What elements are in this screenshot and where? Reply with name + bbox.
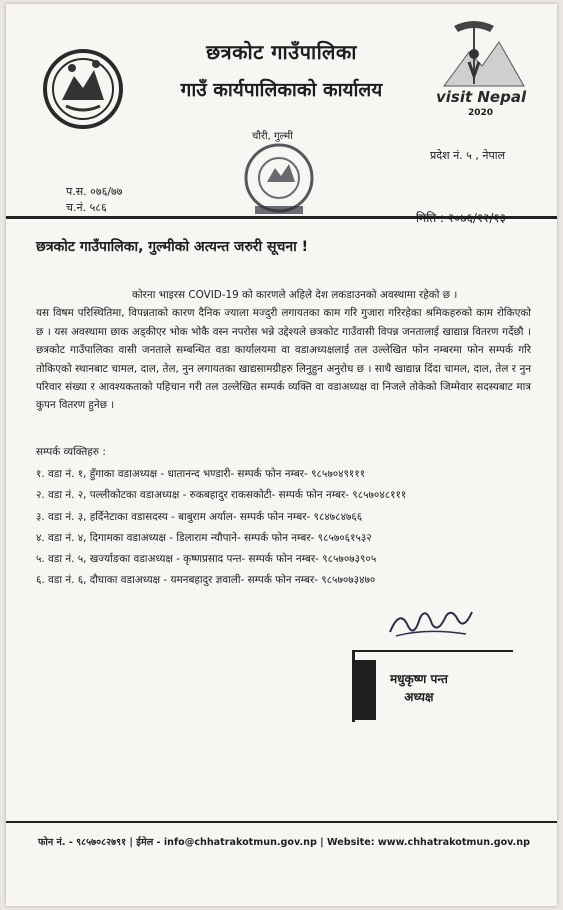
contact-item: ४. वडा नं. ४, दिगामका वडाअध्यक्ष - डिलाराम न्यौपाने- सम्पर्क फोन नम्बर- ९८५७०६१५३२ (36, 531, 372, 544)
handwritten-signature (386, 604, 476, 644)
document-page (6, 4, 557, 906)
contact-item: ३. वडा नं. ३, हर्दिनेटाका वडासदस्य - बाबुराम अर्याल- सम्पर्क फोन नम्बर- ९८४७८४७६६ (36, 510, 363, 523)
notice-body (36, 286, 531, 415)
contact-item: ६. वडा नं. ६, दौघाका वडाअध्यक्ष - यमनबहादुर ज्ञवाली- सम्पर्क फोन नम्बर- ९८५७०७३४७० (36, 574, 376, 587)
contacts-heading: सम्पर्क व्यक्तिहरु : (36, 446, 106, 458)
footer-contact: फोन नं. - ९८५७०८२७९१ | ईमेल - info@chhatrakotmun.gov.np | Website: www.chhatrakotmun.gov.np (38, 837, 530, 848)
contact-item: ५. वडा नं. ५, खर्ज्याङका वडाअध्यक्ष - कृष्णप्रसाद पन्त- सम्पर्क फोन नम्बर- ९८५७०७३९०५ (36, 553, 377, 566)
signatory-block (390, 670, 448, 706)
notice-title: छत्रकोट गाउँपालिका, गुल्मीको अत्यन्त जरुरी सूचना ! (36, 239, 309, 255)
contacts-list (36, 464, 406, 592)
body-paragraph-2: यस विषम परिस्थितिमा, विपन्नताको कारण दैनिक ज्याला मज्दुरी लगायतका काम गरि गुजारा गरिरहेका श्रमिकहरुको काम रोकिएको छ । यस अवस्थामा छाक अड्कीएर भोक भोकै वस्न नपरोस भन्ने उद्देश्यले छत्रकोट गाउँवासी विपन्न जनतालाई खाद्यान्न वितरण गर्देछौ । छत्रकोट गाउँपालिका वासी जनताले सम्बन्धित वडा कार्यालयमा वा वडाअध्यक्षलाई तल उल्लेखित फोन नम्बरमा फोन सम्पर्क गरि तोकिएको स्थानबाट चामल, दाल, तेल, नुन लगायतका खाद्यसामग्रीहरु लिनुहुन अनुरोध छ । साथै खाद्यान्न दिंदा चामल, दाल, तेल र नुन परिवार संख्या र आवश्यकताको पहिचान गरी तल उल्लेखित सम्पर्क व्यक्ति वा वडाअध्यक्ष वा निजले तोकेको जिम्मेवार सदस्यबाट मात्र कुपन वितरण हुनेछ । (36, 307, 531, 412)
signature-block-bar (352, 660, 376, 720)
signatory-name: मधुकृष्ण पन्त (390, 672, 448, 686)
office-title-line1: छत्रकोट गाउँपालिका (206, 40, 357, 64)
document-date: मिति : २०७६/१२/१३ (416, 211, 506, 225)
signatory-designation: अध्यक्ष (404, 690, 434, 704)
office-title-line2: गाउँ कार्यपालिकाको कार्यालय (180, 79, 383, 101)
body-paragraph-1: कोरना भाइरस COVID-19 को कारणले अहिले देश लकडाउनको अवस्थामा रहेको छ । (132, 289, 458, 301)
footer-divider (6, 821, 557, 823)
office-seal-icon (239, 132, 319, 224)
province-text: प्रदेश नं. ५ , नेपाल (430, 149, 506, 162)
seal-label: चौरी, गुल्मी (252, 131, 293, 142)
reference-chn: च.नं. ५८६ (66, 201, 107, 214)
contact-item: १. वडा नं. १, हुँगाका वडाअध्यक्ष - धातानन्द भण्डारी- सम्पर्क फोन नम्बर- ९८५७०४९१११ (36, 468, 366, 480)
contact-item: २. वडा नं. २, पल्लीकोटका वडाअध्यक्ष - रुकबहादुर राकसकोटी- सम्पर्क फोन नम्बर- ९८५७०४८१११ (36, 489, 407, 502)
reference-ps: प.स. ०७६/७७ (66, 185, 123, 198)
visit-nepal-logo-year: 2020 (468, 108, 494, 118)
visit-nepal-logo-text: visit Nepal (436, 88, 527, 106)
